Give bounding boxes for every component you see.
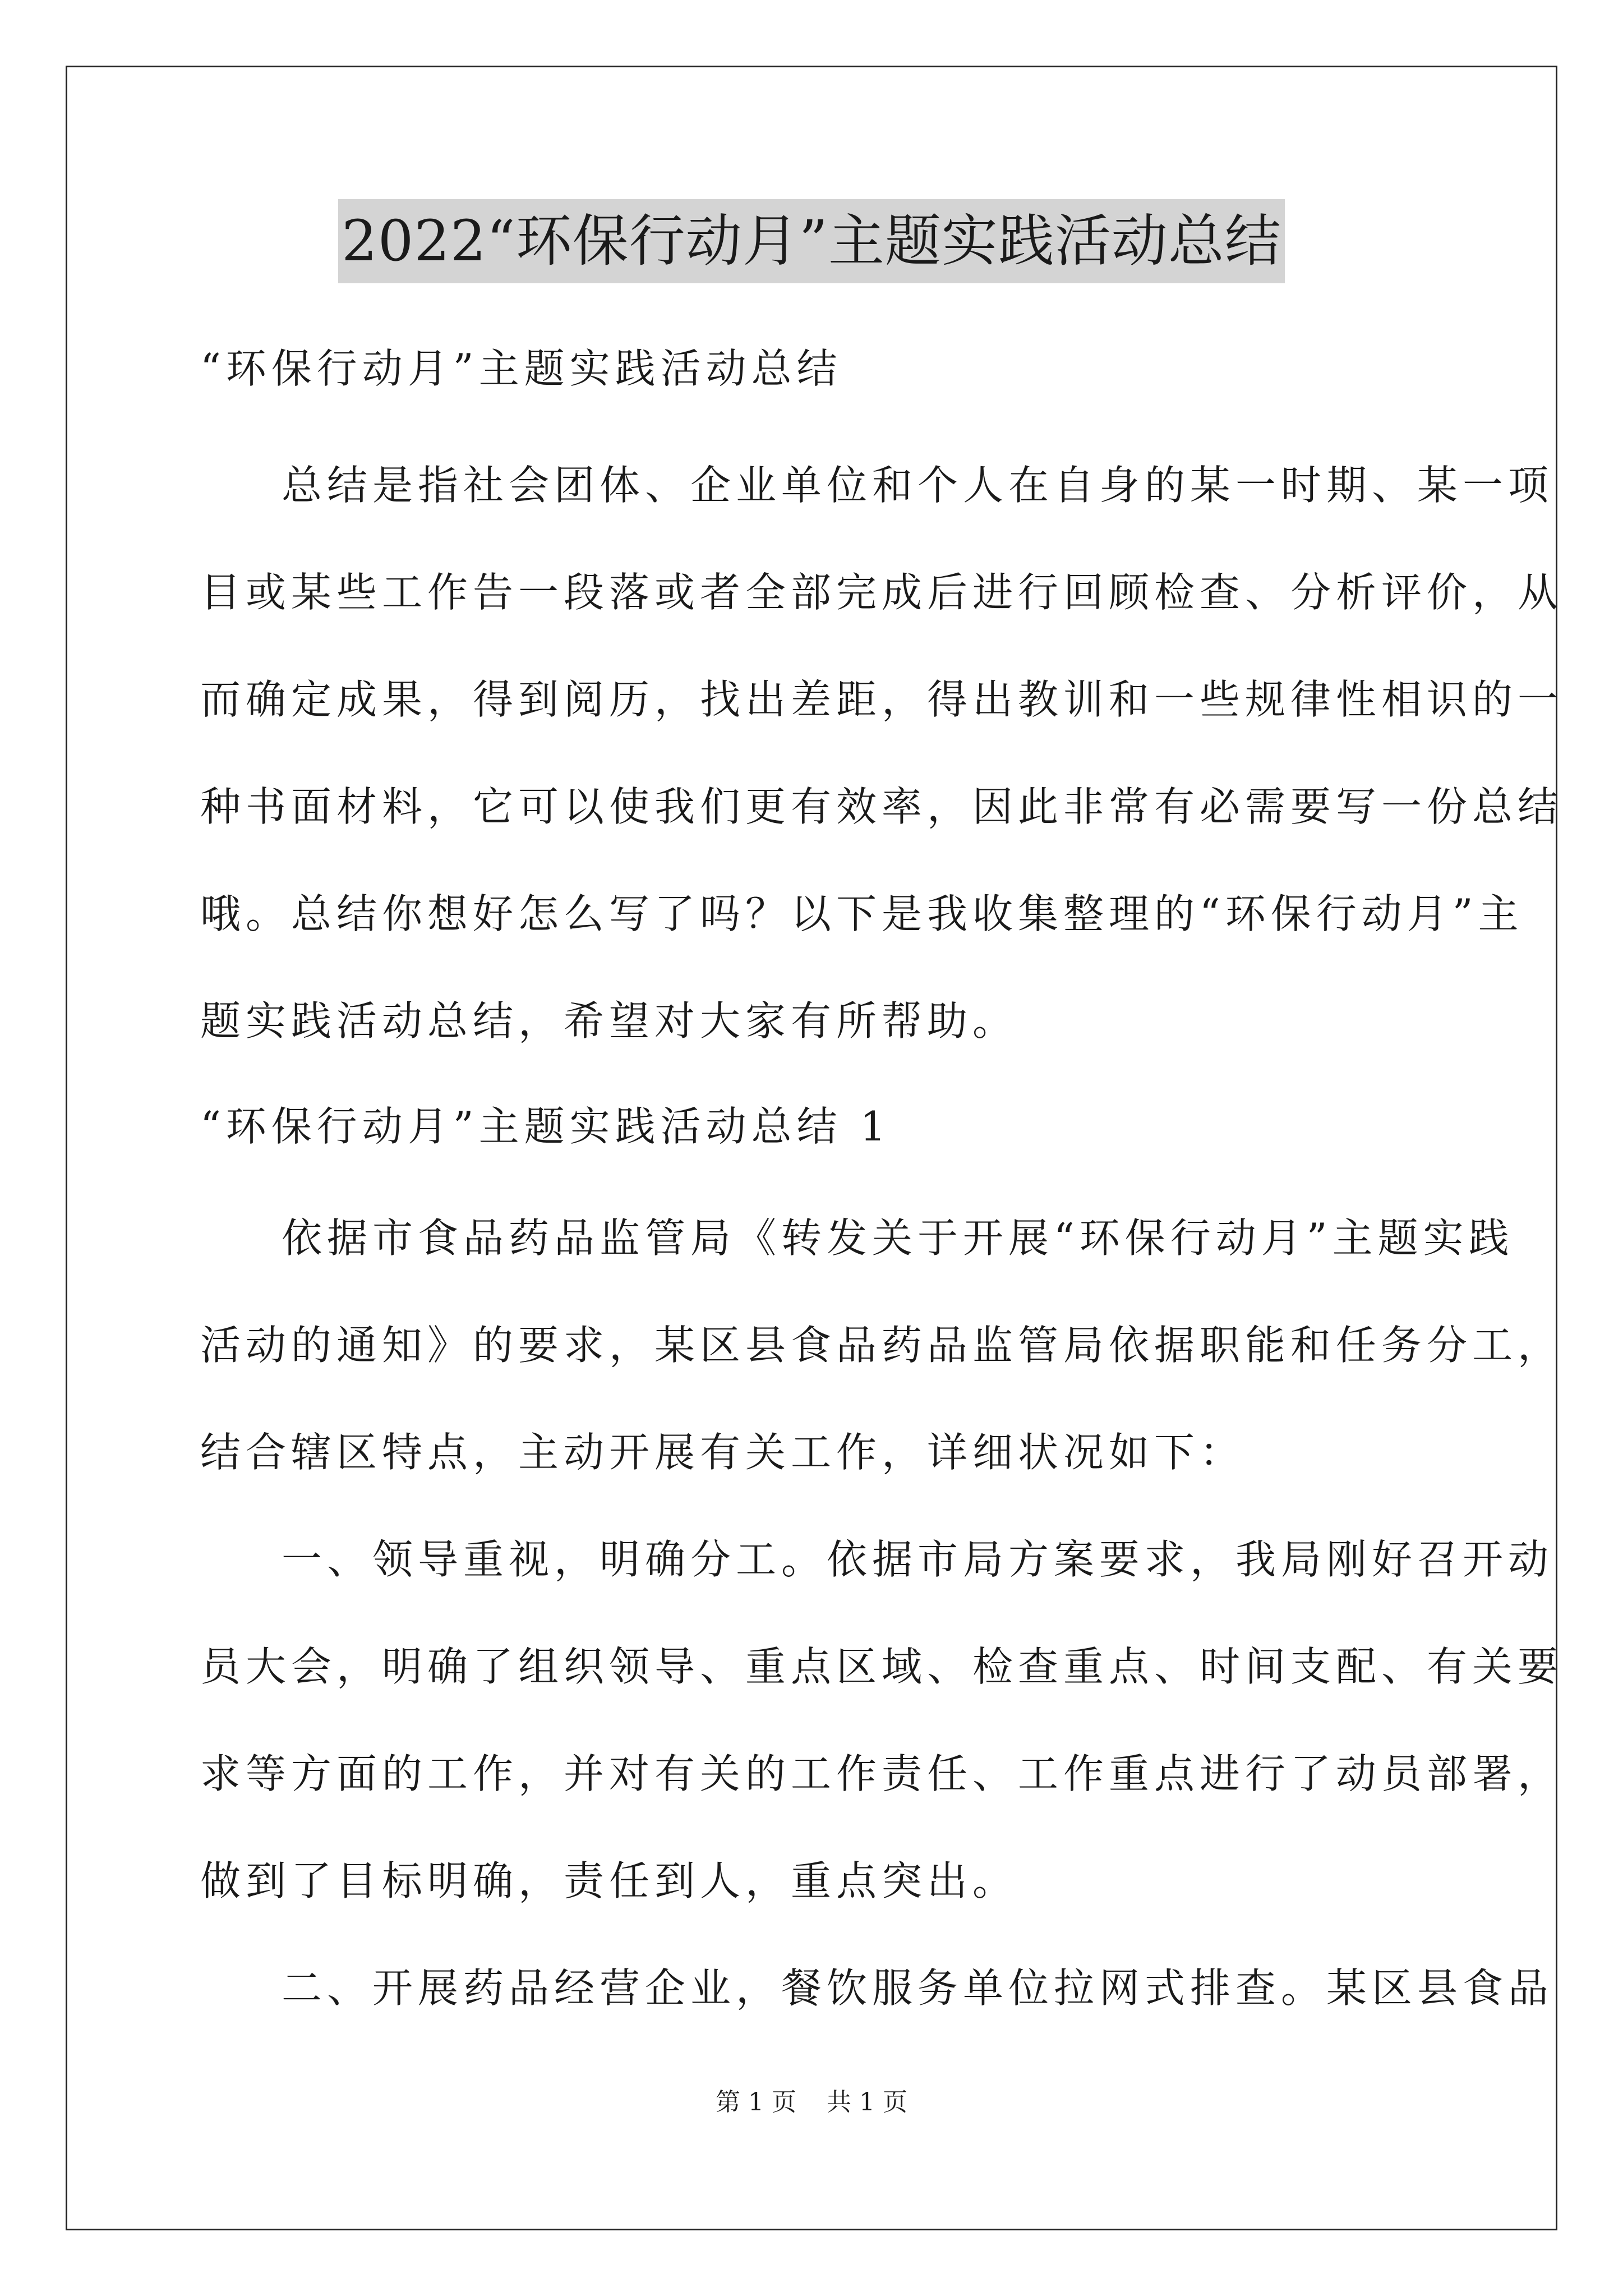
paragraph-line: 求等方面的工作，并对有关的工作责任、工作重点进行了动员部署， — [200, 1750, 1564, 1797]
section-heading: “环保行动月”主题实践活动总结 1 — [200, 1103, 891, 1150]
paragraph-line: 二、开展药品经营企业，餐饮服务单位拉网式排查。某区县食品 — [282, 1964, 1554, 2012]
paragraph-line: 做到了目标明确，责任到人，重点突出。 — [200, 1857, 1018, 1904]
paragraph-line: 活动的通知》的要求，某区县食品药品监管局依据职能和任务分工， — [200, 1322, 1564, 1369]
paragraph-line: 种书面材料，它可以使我们更有效率，因此非常有必需要写一份总结 — [200, 783, 1564, 830]
page-footer — [0, 2086, 1623, 2119]
doc-subtitle: “环保行动月”主题实践活动总结 — [200, 345, 842, 392]
paragraph-line: 总结是指社会团体、企业单位和个人在自身的某一时期、某一项 — [282, 462, 1554, 509]
paragraph-line: 依据市食品药品监管局《转发关于开展“环保行动月”主题实践 — [282, 1214, 1514, 1262]
paragraph-line: 题实践活动总结，希望对大家有所帮助。 — [200, 997, 1018, 1045]
paragraph-line: 结合辖区特点，主动开展有关工作，详细状况如下： — [200, 1429, 1246, 1476]
document-title: 2022“环保行动月”主题实践活动总结 — [338, 199, 1285, 283]
paragraph-line: 目或某些工作告一段落或者全部完成后进行回顾检查、分析评价，从 — [200, 569, 1564, 616]
title-container — [0, 199, 1623, 283]
paragraph-line: 员大会，明确了组织领导、重点区域、检查重点、时间支配、有关要 — [200, 1643, 1564, 1690]
paragraph-line: 而确定成果，得到阅历，找出差距，得出教训和一些规律性相识的一 — [200, 676, 1564, 723]
page-total: 共 1 页 — [827, 2088, 907, 2116]
paragraph-line: 一、领导重视，明确分工。依据市局方案要求，我局刚好召开动 — [282, 1536, 1554, 1583]
page-number: 第 1 页 — [716, 2088, 796, 2116]
paragraph-line: 哦。总结你想好怎么写了吗？以下是我收集整理的“环保行动月”主 — [200, 890, 1524, 937]
